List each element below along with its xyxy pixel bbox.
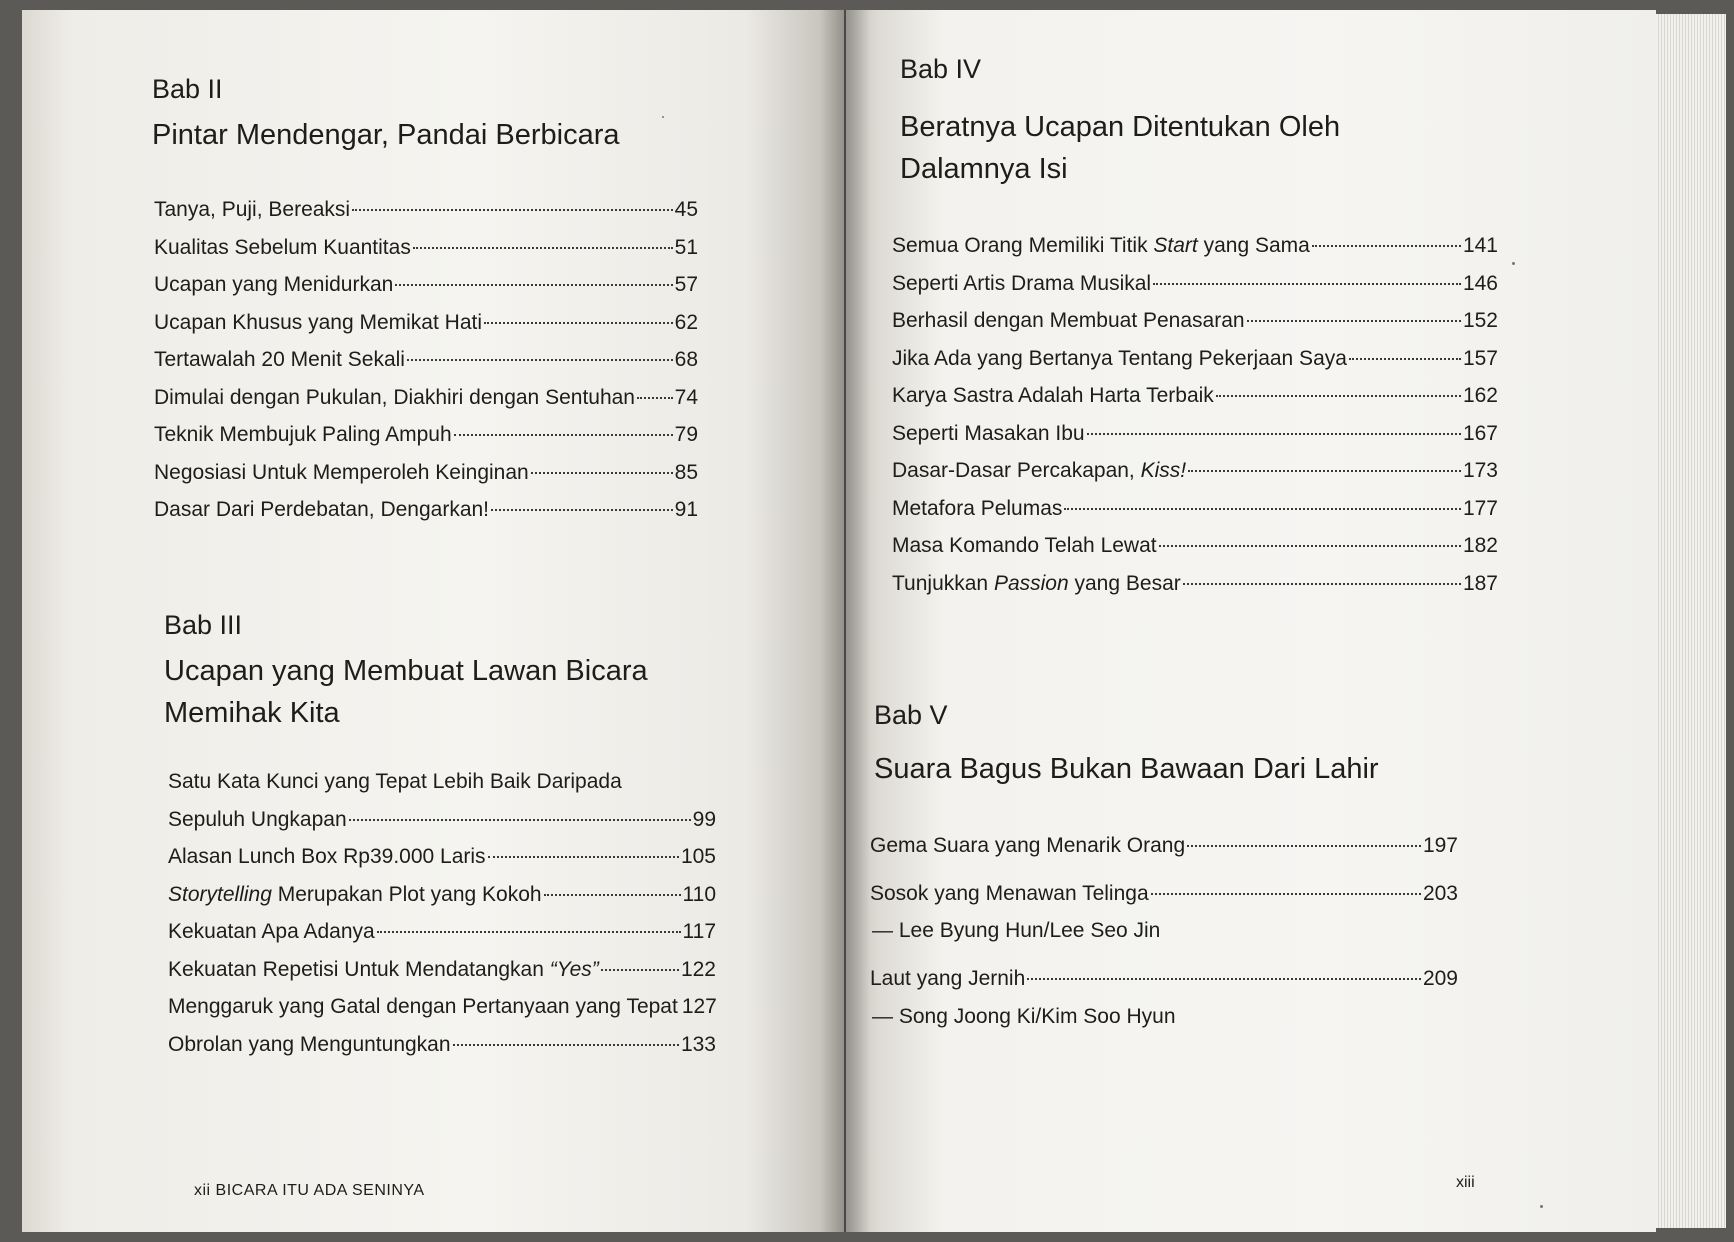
toc-entry-title-italic: Kiss! (1140, 459, 1187, 482)
toc-entry-title-italic: Passion (993, 571, 1069, 595)
toc-entry[interactable] (870, 834, 1458, 872)
toc-entry-title-italic: Storytelling (168, 882, 272, 906)
toc-entry-title: Semua Orang Memiliki Titik (892, 234, 1154, 257)
toc-entry[interactable] (168, 883, 716, 921)
leader-dots (454, 434, 673, 436)
leader-dots (544, 894, 681, 896)
toc-entry[interactable] (892, 459, 1498, 497)
toc-entry-title-italic: “Yes” (549, 957, 599, 981)
toc-entry[interactable] (154, 386, 698, 424)
toc-entry[interactable] (168, 845, 716, 883)
chapter-2-toc (154, 198, 698, 536)
chapter-4-label: Bab IV (900, 54, 982, 84)
toc-entry[interactable] (892, 497, 1498, 535)
left-page (22, 10, 844, 1232)
toc-entry-title: Seperti Artis Drama Musikal (892, 271, 1152, 295)
toc-entry-page: 141 (1462, 234, 1498, 257)
toc-entry-page: 203 (1422, 881, 1458, 905)
toc-entry-page: 187 (1462, 571, 1498, 595)
toc-entry-title: Seperti Masakan Ibu (892, 421, 1085, 445)
toc-entry-title-rest: Merupakan Plot yang Kokoh (271, 882, 542, 906)
leader-dots (1027, 978, 1421, 980)
leader-dots (1151, 893, 1421, 895)
toc-entry[interactable] (870, 882, 1458, 960)
toc-entry-credit: — Song Joong Ki/Kim Soo Hyun (872, 1004, 1176, 1028)
toc-entry[interactable] (168, 1033, 716, 1071)
toc-entry-page: 182 (1462, 534, 1498, 557)
toc-entry-page: 105 (680, 845, 716, 868)
toc-entry-page: 85 (674, 460, 698, 484)
toc-entry-row (870, 967, 1458, 1005)
toc-entry[interactable] (168, 958, 716, 996)
chapter-2-label: Bab II (152, 74, 223, 104)
toc-entry[interactable] (892, 572, 1498, 610)
toc-entry-title: Sosok yang Menawan Telinga (870, 881, 1149, 905)
toc-entry-row (168, 808, 716, 846)
leader-dots (531, 472, 673, 474)
leader-dots (1247, 320, 1461, 322)
toc-entry-title: Negosiasi Untuk Memperoleh Keinginan (154, 460, 529, 484)
toc-entry-page: 152 (1462, 309, 1498, 332)
toc-entry-page: 45 (674, 198, 698, 221)
toc-entry-title: Teknik Membujuk Paling Ampuh (154, 423, 452, 446)
toc-entry-title: Tunjukkan (892, 571, 994, 595)
paper-speck (1540, 1205, 1543, 1208)
chapter-5-title: Suara Bagus Bukan Bawaan Dari Lahir (874, 753, 1379, 785)
running-head: xii BICARA ITU ADA SENINYA (194, 1182, 425, 1199)
right-page (846, 10, 1656, 1232)
toc-entry-title: Alasan Lunch Box Rp39.000 Laris (168, 845, 486, 868)
toc-entry-page: 197 (1422, 834, 1458, 857)
toc-entry-title-rest: yang Besar (1068, 571, 1181, 595)
leader-dots (407, 359, 673, 361)
toc-entry-page: 117 (682, 920, 716, 943)
toc-entry-title: Menggaruk yang Gatal dengan Pertanyaan yang Tepat (168, 995, 678, 1018)
toc-entry-page: 127 (681, 995, 717, 1018)
chapter-3-toc (168, 770, 716, 1070)
leader-dots (1349, 358, 1461, 360)
leader-dots (637, 397, 673, 399)
leader-dots (349, 819, 691, 821)
page-number: xiii (1456, 1174, 1475, 1191)
toc-entry[interactable] (892, 309, 1498, 347)
leader-dots (484, 322, 673, 324)
toc-entry-page: 209 (1422, 967, 1458, 990)
toc-entry[interactable] (154, 273, 698, 311)
paper-speck (1512, 262, 1515, 265)
chapter-5-label: Bab V (874, 700, 948, 730)
toc-entry-title: Obrolan yang Menguntungkan (168, 1032, 451, 1056)
toc-entry[interactable] (154, 348, 698, 386)
toc-entry[interactable] (154, 236, 698, 274)
toc-entry-page: 157 (1462, 346, 1498, 370)
leader-dots (395, 284, 672, 286)
toc-entry-page: 167 (1462, 421, 1498, 445)
toc-entry-title: Berhasil dengan Membuat Penasaran (892, 309, 1245, 332)
toc-entry-title: Gema Suara yang Menarik Orang (870, 834, 1186, 857)
book-gutter-shadow (820, 10, 870, 1232)
paper-speck (662, 116, 664, 118)
leader-dots (1064, 508, 1461, 510)
chapter-4-title: Beratnya Ucapan Ditentukan Oleh Dalamnya Isi (900, 111, 1341, 185)
toc-entry-title: Karya Sastra Adalah Harta Terbaik (892, 384, 1214, 407)
leader-dots (413, 247, 673, 249)
leader-dots (377, 931, 681, 933)
toc-entry[interactable] (892, 234, 1498, 272)
toc-entry-title: Dasar-Dasar Percakapan, (892, 459, 1141, 482)
leader-dots (1159, 545, 1461, 547)
toc-entry-page: 57 (674, 273, 698, 296)
toc-entry[interactable] (154, 498, 698, 536)
toc-entry[interactable] (154, 311, 698, 349)
toc-entry-page: 173 (1462, 459, 1498, 482)
toc-entry[interactable] (168, 920, 716, 958)
chapter-5-toc (870, 834, 1458, 1045)
toc-entry-title: Dimulai dengan Pukulan, Diakhiri dengan Sentuhan (154, 385, 635, 409)
toc-entry-title: Tanya, Puji, Bereaksi (154, 198, 351, 221)
toc-entry-page: 122 (680, 957, 716, 981)
toc-entry-title: Jika Ada yang Bertanya Tentang Pekerjaan Saya (892, 346, 1347, 370)
toc-entry-page: 79 (674, 423, 698, 446)
toc-entry-row (870, 834, 1458, 872)
toc-entry-title-italic: Start (1153, 234, 1198, 257)
leader-dots (488, 856, 679, 858)
leader-dots (491, 509, 673, 511)
toc-entry-page: 146 (1462, 271, 1498, 295)
toc-entry-title: Laut yang Jernih (870, 967, 1026, 990)
toc-entry-page: 51 (674, 235, 698, 259)
toc-entry-title: Ucapan Khusus yang Memikat Hati (154, 310, 482, 334)
toc-entry-page: 162 (1462, 384, 1498, 407)
leader-dots (453, 1044, 679, 1046)
toc-entry[interactable] (892, 422, 1498, 460)
chapter-3-label: Bab III (164, 610, 243, 640)
toc-entry[interactable] (892, 347, 1498, 385)
toc-entry-title: Metafora Pelumas (892, 496, 1063, 520)
toc-entry[interactable] (154, 461, 698, 499)
toc-entry-credit: — Lee Byung Hun/Lee Seo Jin (872, 919, 1161, 942)
toc-entry-title: Kualitas Sebelum Kuantitas (154, 235, 411, 259)
toc-entry-title: Masa Komando Telah Lewat (892, 534, 1157, 557)
chapter-3-title: Ucapan yang Membuat Lawan Bicara Memihak Kita (164, 655, 648, 729)
toc-entry-page: 110 (682, 882, 716, 906)
toc-entry[interactable] (870, 967, 1458, 1045)
toc-entry[interactable] (892, 384, 1498, 422)
toc-entry-page: 177 (1462, 496, 1498, 520)
toc-entry-page: 91 (674, 498, 698, 521)
toc-entry-page: 68 (674, 348, 698, 371)
toc-entry-row (870, 882, 1458, 920)
leader-dots (1153, 283, 1461, 285)
toc-entry[interactable] (168, 995, 716, 1033)
chapter-4-toc (892, 234, 1498, 609)
page-edges (1656, 14, 1726, 1228)
leader-dots (352, 209, 673, 211)
toc-entry[interactable] (154, 198, 698, 236)
toc-entry-title: Kekuatan Apa Adanya (168, 920, 375, 943)
toc-entry[interactable] (892, 272, 1498, 310)
leader-dots (1187, 845, 1421, 847)
leader-dots (1216, 395, 1461, 397)
chapter-2-title: Pintar Mendengar, Pandai Berbicara (152, 119, 620, 151)
leader-dots (601, 969, 679, 971)
leader-dots (1183, 583, 1461, 585)
toc-entry-title: Tertawalah 20 Menit Sekali (154, 348, 405, 371)
toc-entry-title-rest: yang Sama (1197, 234, 1310, 257)
toc-entry-title: Dasar Dari Perdebatan, Dengarkan! (154, 498, 490, 521)
leader-dots (1087, 433, 1461, 435)
leader-dots (1188, 470, 1461, 472)
toc-entry-title: Kekuatan Repetisi Untuk Mendatangkan (168, 957, 550, 981)
toc-entry[interactable] (892, 534, 1498, 572)
toc-entry-page: 74 (674, 385, 698, 409)
toc-entry-page: 133 (680, 1032, 716, 1056)
toc-entry[interactable] (154, 423, 698, 461)
leader-dots (1312, 245, 1461, 247)
toc-entry-title-line-1: Satu Kata Kunci yang Tepat Lebih Baik Daripada (168, 770, 622, 793)
toc-entry-title: Ucapan yang Menidurkan (154, 273, 394, 296)
toc-entry-title-line-2: Sepuluh Ungkapan (168, 807, 347, 831)
toc-entry-page: 99 (692, 807, 716, 831)
toc-entry-page: 62 (674, 310, 698, 334)
toc-entry[interactable] (168, 770, 716, 845)
